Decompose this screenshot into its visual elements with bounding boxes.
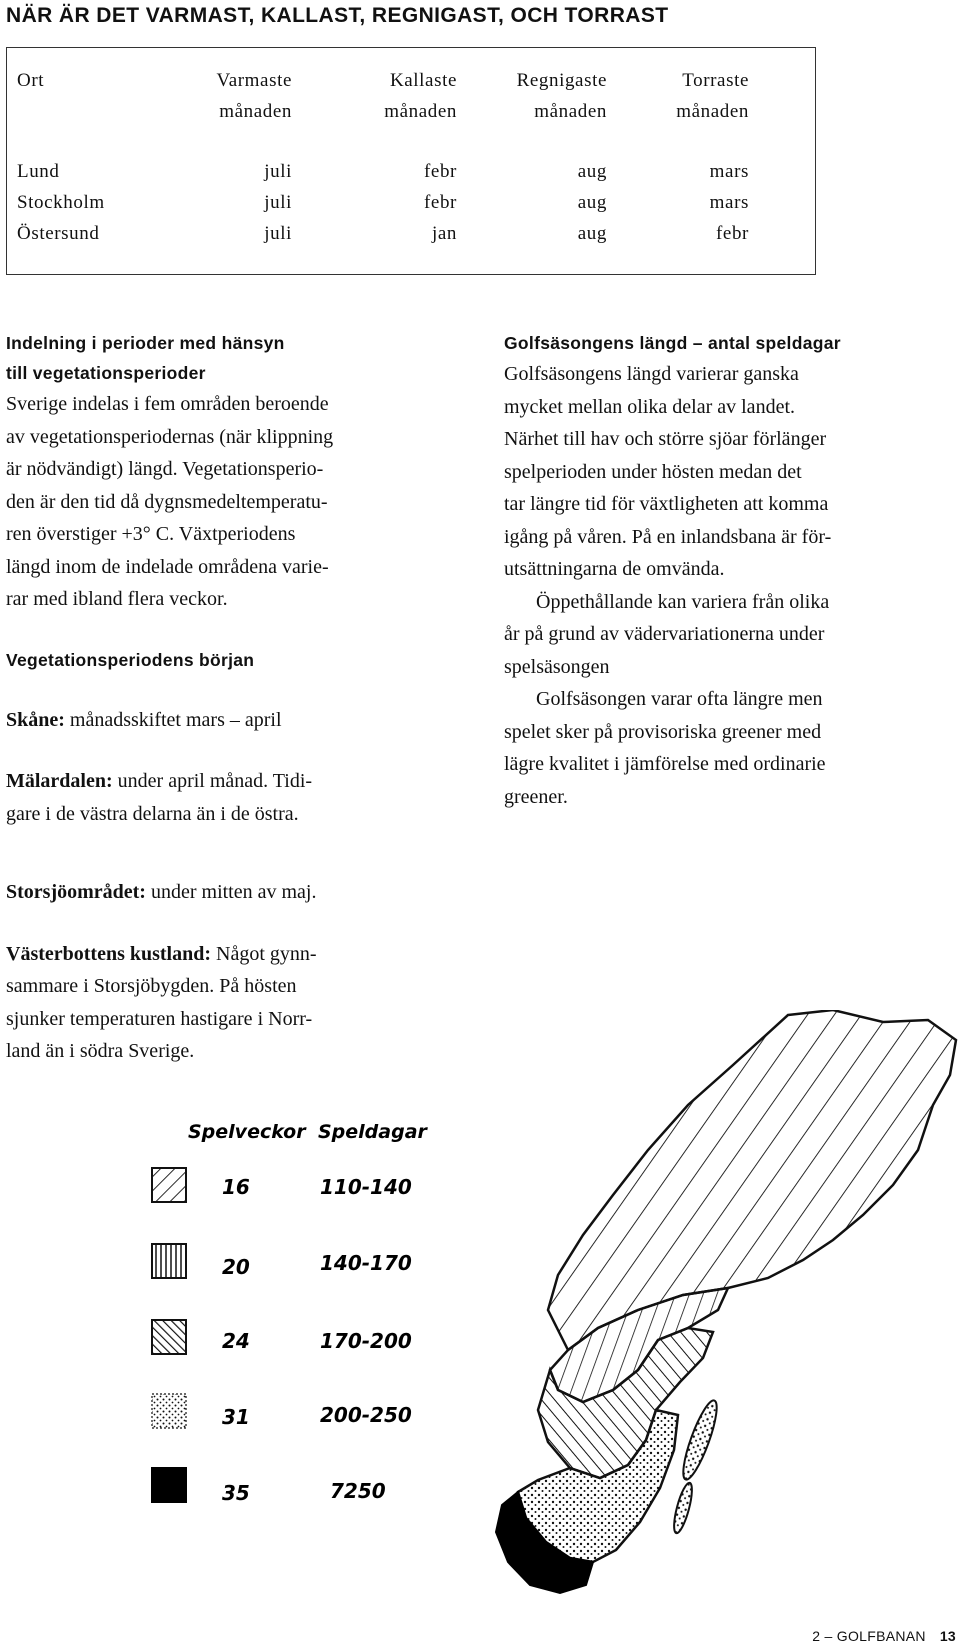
legend-days: 200-250 [320,1403,412,1427]
table-cell: juli [264,192,292,213]
table-header-warmest: Varmaste månaden [216,70,292,122]
golf-season-para-3: Golfsäsongen varar ofta längre men spelet sker på provisoriska greener med lägre kvalitet i jämförelse med ordinarie greener. [504,688,826,808]
table-cell: mars [709,192,749,213]
vegetation-body: Sverige indelas i fem områden beroende av vegetationsperiodernas (när klippning är nödvändigt) längd. Vegetationsperio- den är den tid då dygnsmedeltemperatu- ren överstiger +3° C. Växtperiodens längd inom de indelade områdena varie- rar med ibland flera veckor. [6,393,334,610]
footer-chapter: 2 – GOLFBANAN [812,1628,926,1644]
legend-header-weeks: Spelveckor [188,1122,306,1143]
map-region-north [548,1010,956,1350]
region-skane: Skåne: månadsskiftet mars – april [6,708,282,731]
table-cell: aug [577,161,607,182]
legend [150,1122,440,1542]
table-cell: aug [577,192,607,213]
golf-season-section [504,328,956,813]
legend-weeks: 20 [222,1255,250,1279]
region-vasterbotten: Västerbottens kustland: Något gynn- sammare i Storsjöbygden. På hösten sjunker temperaturen hastigare i Norr- land än i södra Sverige. [6,942,317,1062]
legend-weeks: 31 [222,1405,250,1429]
page-number: 13 [939,1628,956,1644]
table-cell: febr [716,223,749,244]
page-footer [812,1628,956,1644]
region-storsjo: Storsjöområdet: under mitten av maj. [6,881,317,903]
region-malardalen: Mälardalen: under april månad. Tidi- gare i de västra delarna än i de östra. [6,770,313,825]
legend-weeks: 16 [222,1175,250,1199]
legend-weeks: 24 [222,1329,250,1353]
legend-header-days: Speldagar [318,1122,427,1143]
legend-days: 110-140 [320,1175,412,1199]
vegetation-heading: Indelning i perioder med hänsyn till vegetationsperioder [6,333,285,383]
legend-days: 7250 [330,1479,386,1503]
table-cell: jan [431,223,457,244]
page-title: NÄR ÄR DET VARMAST, KALLAST, REGNIGAST, OCH TORRAST [6,4,669,27]
golf-season-heading: Golfsäsongens längd – antal speldagar [504,333,841,353]
table-row-city: Stockholm [17,192,105,213]
legend-swatch-solid-black [152,1468,186,1502]
table-cell: mars [709,161,749,182]
vegetation-section [6,328,446,830]
legend-swatch-vertical-lines [152,1244,186,1278]
table-cell: juli [264,223,292,244]
table-cell: febr [424,161,457,182]
table-cell: febr [424,192,457,213]
legend-weeks: 35 [222,1481,250,1505]
vegetation-start-heading: Vegetationsperiodens början [6,649,255,670]
legend-swatch-dense-diagonal [152,1320,186,1354]
climate-table [6,47,816,275]
legend-swatch-sparse-diagonal [152,1168,186,1202]
table-row-city: Lund [17,161,60,182]
legend-swatch-dots [152,1394,186,1428]
table-cell: juli [264,161,292,182]
map-island-oland [670,1481,695,1534]
legend-days: 170-200 [320,1329,412,1353]
table-header-ort: Ort [17,70,45,91]
legend-days: 140-170 [320,1251,412,1275]
table-row-city: Östersund [17,223,100,244]
golf-season-para-1: Golfsäsongens längd varierar ganska mycket mellan olika delar av landet. Närhet till hav och större sjöar förlänger spelperioden under hösten medan det tar längre tid för växtligheten att komma igång på våren. På en inlandsbana är för- utsättningarna de omvända. [504,363,832,580]
golf-season-para-2: Öppethållande kan variera från olika år på grund av vädervariationerna under spelsäsongen [504,590,830,678]
table-header-driest: Torraste månaden [676,70,749,122]
table-header-rainiest: Regnigaste månaden [516,70,607,122]
table-header-coldest: Kallaste månaden [384,70,457,122]
sweden-map [488,1010,960,1600]
map-island-gotland [677,1397,723,1482]
vegetation-regions-lower [6,876,446,1068]
table-cell: aug [577,223,607,244]
